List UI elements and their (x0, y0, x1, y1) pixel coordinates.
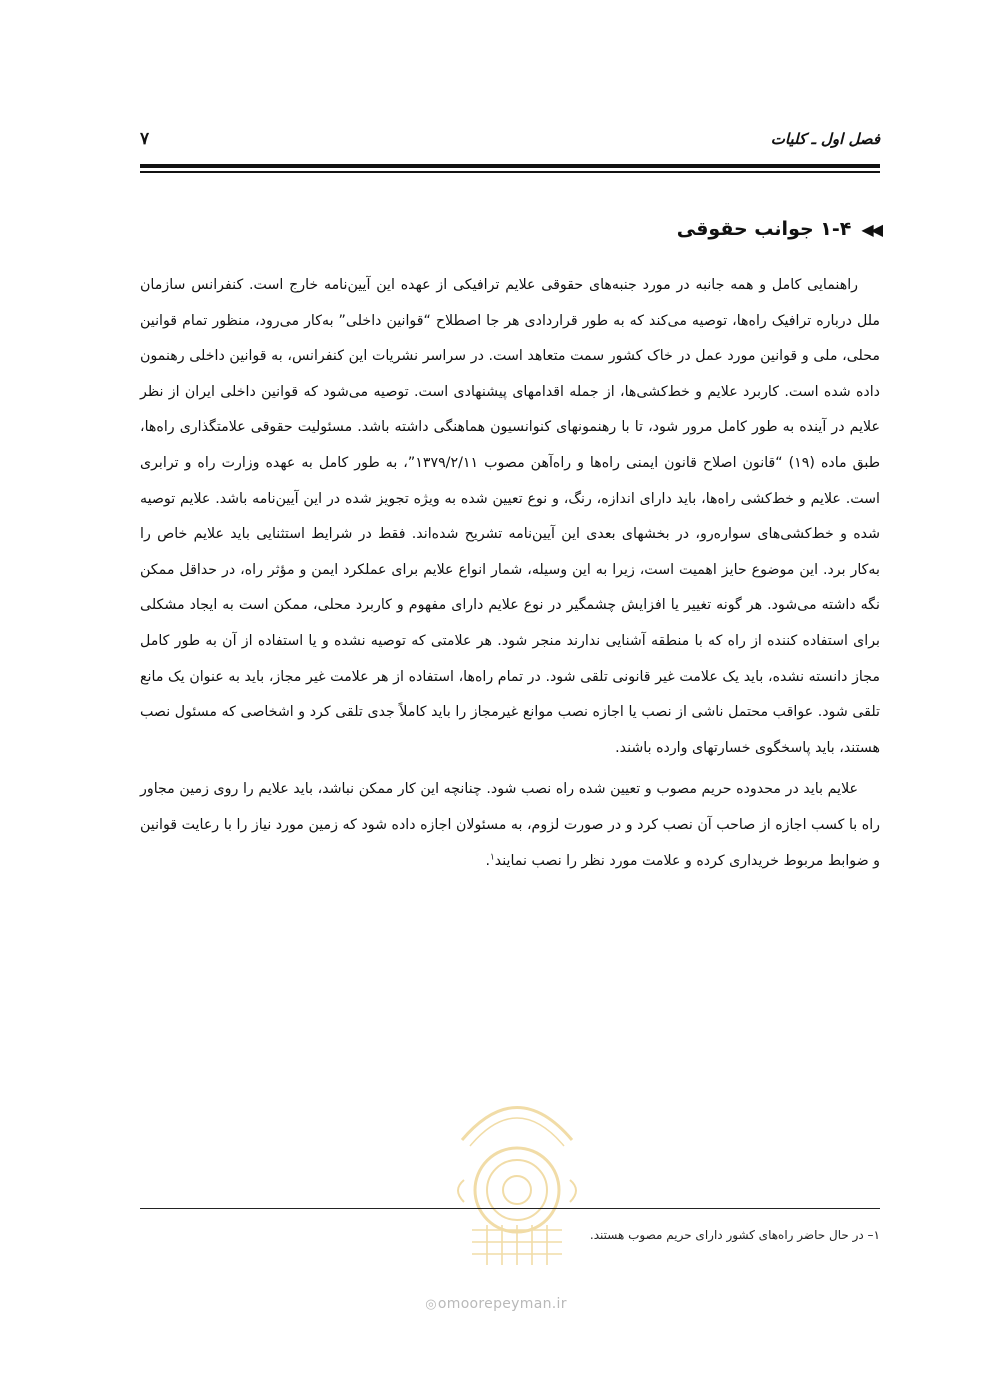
page-number: ۷ (140, 129, 150, 149)
watermark-text (0, 1296, 992, 1312)
chapter-title: فصل اول ـ کلیات (770, 130, 880, 148)
paragraph-2 (140, 772, 880, 879)
footnote-rule (140, 1208, 880, 1209)
watermark-logo-icon: ◎ (425, 1297, 437, 1312)
header-rule-thin (140, 171, 880, 173)
footnote: ۱– در حال حاضر راه‌های کشور دارای حریم مصوب هستند. (589, 1228, 880, 1242)
heading-bullet-icon: ◀◀ (861, 219, 880, 239)
footnote-reference: ۱ (489, 851, 495, 862)
watermark-url: omoorepeyman.ir (437, 1296, 567, 1312)
paragraph-2-text: علایم باید در محدوده حریم مصوب و تعیین شده راه نصب شود. چنانچه این کار ممکن نباشد، باید علایم را روی زمین مجاور راه با کسب اجازه از صاحب آن نصب کرد و در صورت لزوم، به مسئولان اجازه داده شود که زمین مورد نیاز را با رعایت قوانین و ضوابط مربوط خریداری کرده و علامت مورد نظر را نصب نمایند (140, 781, 880, 869)
section-title: ۱-۴ جوانب حقوقی (676, 218, 852, 240)
watermark-seal-icon (442, 1080, 592, 1270)
header-rule (140, 164, 880, 168)
section-heading (677, 218, 880, 240)
paragraph-1: راهنمایی کامل و همه جانبه در مورد جنبه‌های حقوقی علایم ترافیکی از عهده این آیین‌نامه خارج است. کنفرانس سازمان ملل درباره ترافیک راه‌ها، توصیه می‌کند که به طور قراردادی هر جا اصطلاح “قوانین داخلی” به‌کار می‌رود، منظور تمام قوانین محلی، ملی و قوانین مورد عمل در خاک کشور سمت متعاهد است. در سراسر نشریات این کنفرانس، به قوانین داخلی رهنمون داده شده است. کاربرد علایم و خط‌کشی‌ها، از جمله اقدامهای پیشنهادی است. توصیه می‌شود که قوانین داخلی ایران از نظر علایم در آینده به طور کامل مرور شود، تا با رهنمونهای کنوانسیون هماهنگی داشته باشد. مسئولیت حقوقی علامتگذاری راه‌ها، طبق ماده (۱۹) “قانون اصلاح قانون ایمنی راه‌ها و راه‌آهن مصوب ۱۳۷۹/۲/۱۱”، به طور کامل به عهده وزارت راه و ترابری است. علایم و خط‌کشی راه‌ها، باید دارای اندازه، رنگ، و نوع تعیین شده به ویژه تجویز شده در این آیین‌نامه باشد. علایم توصیه شده و خط‌کشی‌های سواره‌رو، در بخشهای بعدی این آیین‌نامه تشریح شده‌اند. فقط در شرایط استثنایی باید علایم خاص را به‌کار برد. این موضوع حایز اهمیت است، زیرا به این وسیله، شمار انواع علایم برای عملکرد ایمن و مؤثر راه، در حداقل ممکن نگه داشته می‌شود. هر گونه تغییر یا افزایش چشمگیر در نوع علایم دارای مفهوم و کاربرد محلی، ممکن است به ایجاد مشکلی برای استفاده کننده از راه که با منطقه آشنایی ندارند منجر شود. هر علامتی که توصیه نشده و یا استفاده از آن به طور کامل مجاز دانسته نشده، باید یک علامت غیر قانونی تلقی شود. در تمام راه‌ها، استفاده از هر علامت غیر مجاز، باید به عنوان یک مانع تلقی شود. عواقب محتمل ناشی از نصب یا اجازه نصب موانع غیرمجاز را باید کاملاً جدی تلقی کرد و اشخاصی که مسئول نصب هستند، باید پاسخگوی خسارتهای وارده باشند. (140, 277, 881, 756)
body-text (140, 268, 880, 879)
paragraph-2-end: . (485, 852, 490, 869)
running-header (140, 124, 880, 154)
